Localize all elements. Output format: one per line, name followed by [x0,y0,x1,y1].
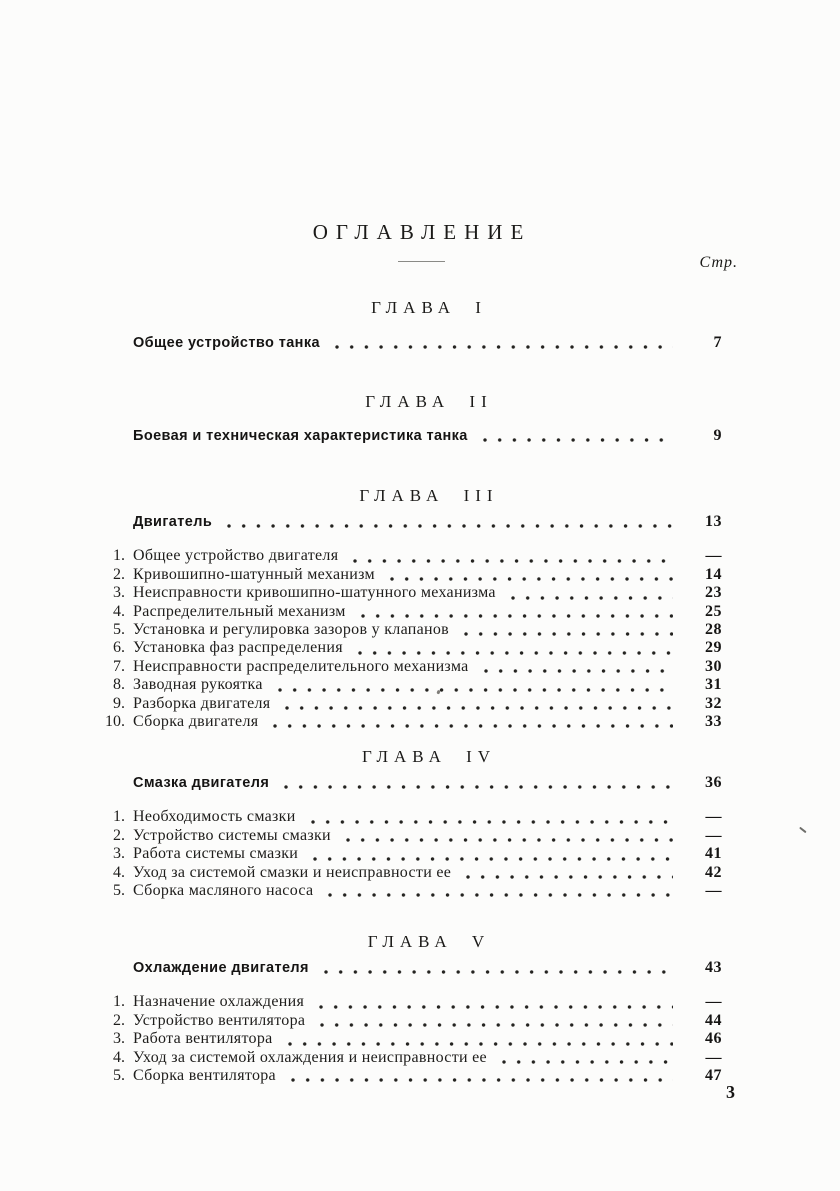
item-number: 4. [113,602,125,620]
item-number: 7. [113,657,125,675]
item-number: 5. [113,881,125,899]
dot-leader [286,1042,673,1046]
item-number: 9. [113,694,125,712]
section-items-list [105,547,725,731]
chapter-entry-page-number: 36 [705,773,722,791]
item-row [113,826,725,845]
item-page-number: — [705,547,722,565]
item-number: 3. [113,584,125,602]
item-page-number: 44 [705,1011,722,1029]
item-label: Уход за системой смазки и неисправности ее [133,863,452,881]
chapter-heading: ГЛАВА III [359,486,499,505]
item-label: Необходимость смазки [133,808,296,826]
chapter-entry-page-number: 13 [705,512,722,530]
dot-leader [318,1023,673,1027]
item-number: 1. [113,547,125,565]
item-number: 2. [113,826,125,844]
item-page-number: 30 [705,657,722,675]
dot-leader [462,632,673,636]
chapter-entry-row [133,774,725,792]
item-number: 5. [113,620,125,638]
dot-leader [481,438,673,442]
item-page-number: 31 [705,676,722,694]
item-label: Назначение охлаждения [133,993,305,1011]
item-row [113,845,725,863]
dot-leader [282,785,673,789]
item-number: 2. [113,565,125,583]
item-number: 3. [113,845,125,863]
item-number: 6. [113,639,125,657]
item-number: 5. [113,1066,125,1084]
dot-leader [317,1005,673,1009]
item-label: Работа вентилятора [133,1030,273,1048]
item-label: Сборка вентилятора [133,1066,276,1084]
dot-leader [326,893,673,897]
dot-leader [509,596,673,600]
chapter-heading: ГЛАВА V [367,932,491,951]
section-items-list [113,808,725,900]
dot-leader [283,706,673,710]
item-row [113,694,725,713]
item-number: 1. [113,993,125,1011]
item-row [113,1011,725,1030]
chapter-entry-row [133,513,725,531]
dot-leader [344,838,673,842]
chapter-heading: ГЛАВА II [365,392,493,411]
item-label: Общее устройство двигателя [133,547,339,565]
dot-leader [388,577,673,581]
chapter-block [105,486,725,731]
chapter-entry-page-number: 9 [713,426,722,444]
item-row [113,547,725,565]
page-title: ОГЛАВЛЕНИЕ [312,220,532,244]
item-label: Сборка двигателя [133,712,259,730]
chapter-entry-row [133,427,725,445]
chapter-entry-label: Охлаждение двигателя [133,959,309,976]
item-row [113,602,725,621]
dot-leader [482,669,673,673]
item-page-number: — [705,826,722,844]
item-label: Установка фаз распределения [133,639,343,657]
folio-page-number: 3 [726,1082,735,1102]
item-row [113,639,725,657]
item-row [113,993,725,1011]
dot-leader [351,559,673,563]
item-number: 1. [113,808,125,826]
dot-leader [322,970,673,974]
chapter-entry-label: Общее устройство танка [133,334,320,351]
dot-leader [271,724,673,728]
item-page-number: — [705,808,722,826]
dot-leader [311,857,673,861]
item-label: Неисправности кривошипно-шатунного механизма [133,584,496,602]
item-label: Работа системы смазки [133,845,299,863]
item-row [113,1030,725,1048]
chapter-block [133,392,725,445]
item-number: 8. [113,676,125,694]
chapter-entry-row [133,959,725,977]
chapter-entry-page-number: 7 [713,333,722,351]
item-row [113,808,725,826]
chapter-block [113,932,725,1085]
chapter-heading: ГЛАВА I [371,298,487,317]
section-items-list [113,993,725,1085]
item-row [105,712,725,731]
item-row [113,657,725,676]
item-row [113,1048,725,1067]
chapter-entry-label: Двигатель [133,513,213,530]
chapter-entry-label: Боевая и техническая характеристика танка [133,427,468,444]
dot-leader [333,345,673,349]
item-label: Распределительный механизм [133,602,346,620]
dot-leader [464,875,673,879]
item-number: 10. [105,712,125,730]
item-page-number: 28 [705,620,722,638]
item-page-number: — [705,993,722,1011]
item-label: Кривошипно-шатунный механизм [133,565,375,583]
page-column-header: Стр. [699,254,738,271]
chapter-entry-page-number: 43 [705,958,722,976]
title-underline-rule [398,261,445,262]
dot-leader [500,1060,673,1064]
item-number: 4. [113,1048,125,1066]
item-row [113,1066,725,1085]
chapter-heading: ГЛАВА IV [361,747,497,766]
item-page-number: 33 [705,712,722,730]
item-row [113,584,725,602]
item-page-number: 32 [705,694,722,712]
item-page-number: 47 [705,1066,722,1084]
item-label: Сборка масляного насоса [133,881,314,899]
item-row [113,565,725,584]
dot-leader [356,651,673,655]
chapter-entry-row [133,334,725,352]
dot-leader [359,614,673,618]
item-page-number: 41 [705,845,722,863]
item-label: Установка и регулировка зазоров у клапанов [133,620,450,638]
item-label: Устройство вентилятора [133,1011,306,1029]
item-page-number: 46 [705,1030,722,1048]
item-page-number: 23 [705,584,722,602]
item-page-number: — [705,881,722,899]
scan-speck [799,827,806,833]
item-page-number: 29 [705,639,722,657]
item-label: Уход за системой охлаждения и неисправности ее [133,1048,487,1066]
item-row [113,676,725,694]
item-page-number: 25 [705,602,722,620]
item-row [113,620,725,639]
chapter-block [133,298,725,352]
item-label: Разборка двигателя [133,694,271,712]
item-row [113,881,725,900]
item-number: 4. [113,863,125,881]
item-label: Устройство системы смазки [133,826,331,844]
item-page-number: 14 [705,565,722,583]
chapter-entry-label: Смазка двигателя [133,774,270,791]
item-number: 2. [113,1011,125,1029]
item-row [113,863,725,882]
chapter-block [113,747,725,900]
item-page-number: — [705,1048,722,1066]
dot-leader [225,524,673,528]
content-column [105,0,738,1191]
dot-leader [276,688,673,692]
item-number: 3. [113,1030,125,1048]
dot-leader [289,1078,673,1082]
item-page-number: 42 [705,863,722,881]
item-label: Неисправности распределительного механизма [133,657,469,675]
item-label: Заводная рукоятка [133,676,263,694]
dot-leader [309,820,673,824]
